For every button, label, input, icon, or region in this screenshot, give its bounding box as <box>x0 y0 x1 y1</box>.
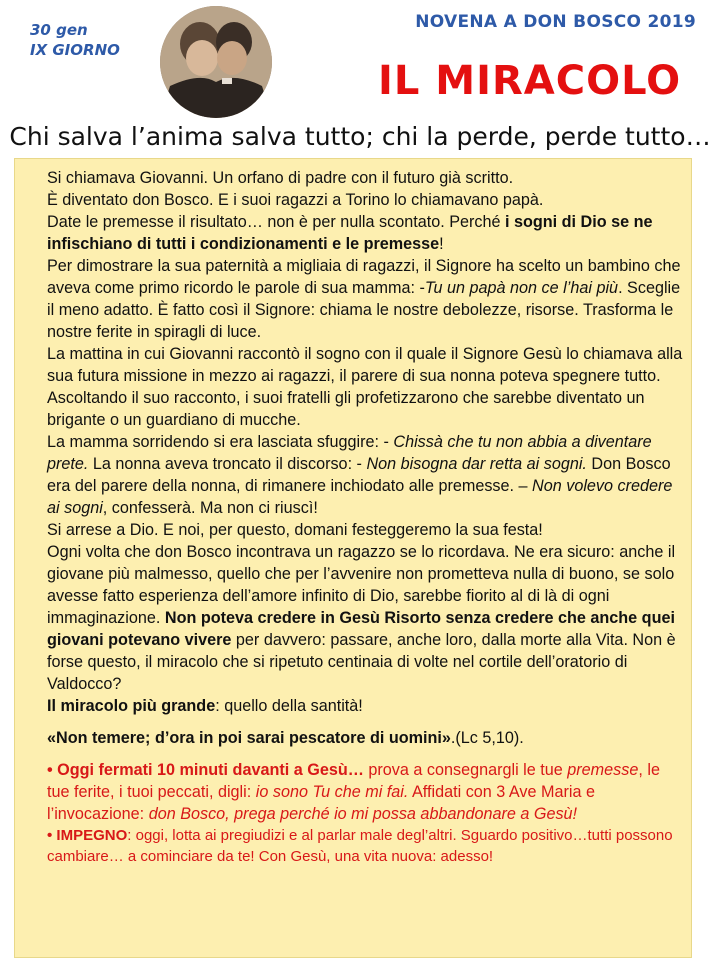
page-title: IL MIRACOLO <box>378 58 682 104</box>
text-span: : oggi, lotta ai pregiudizi e al parlar male degl’altri. Sguardo positivo…tutti possono cambiare… a cominciare da te! Con Gesù, una vita nuova: adesso! <box>47 827 673 865</box>
date-label: 30 gen <box>30 21 88 39</box>
quote-reference: .(Lc 5,10). <box>450 729 524 747</box>
text-span: , confesserà. Ma non ci riuscì! <box>102 499 318 517</box>
prayer-action <box>47 759 683 825</box>
commitment-action <box>47 825 683 867</box>
text-span: Affidati con 3 Ave Maria e l’invocazione: <box>47 783 595 823</box>
novena-label: NOVENA A DON BOSCO 2019 <box>415 12 696 32</box>
italic-span: io sono Tu che mi fai. <box>255 783 409 801</box>
italic-span: Tu un papà non ce l’hai più <box>424 279 619 297</box>
day-number-label: IX GIORNO <box>30 41 120 59</box>
bold-span: i sogni di Dio se ne infischiano di tutti i condizionamenti e le premesse <box>47 213 653 253</box>
paragraph: È diventato don Bosco. E i suoi ragazzi a Torino lo chiamavano papà. <box>47 191 544 209</box>
don-bosco-photo <box>160 6 272 118</box>
text-span: Ogni volta che don Bosco incontrava un ragazzo se lo ricordava. Ne era sicuro: anche il giovane più malmesso, quello che per l’avvenire non prometteva nulla di buono, se solo avesse fatto esperienza dell’amore infinito di Dio, sarebbe fiorito al di là di ogni immaginazione. <box>47 543 676 627</box>
paragraph <box>47 541 683 695</box>
paragraph <box>47 431 683 519</box>
bold-span: • IMPEGNO <box>47 827 128 844</box>
novena-header <box>415 12 696 32</box>
paragraph: La mattina in cui Giovanni raccontò il sogno con il quale il Signore Gesù lo chiamava alla sua futura missione in mezzo ai ragazzi, il parere di sua nonna poteva spegnere tutto. Ascoltando il suo racconto, i suoi fratelli gli profetizzarono che sarebbe diventato un brigante o un guardiano di mucche. <box>47 345 683 429</box>
gospel-quote <box>47 727 683 749</box>
text-span: Per dimostrare la sua paternità a migliaia di ragazzi, il Signore ha scelto un bambino che aveva come primo ricordo le parole di sua mamma: - <box>47 257 681 297</box>
paragraph: Si arrese a Dio. E noi, per questo, domani festeggeremo la sua festa! <box>47 521 543 539</box>
text-span: La nonna aveva troncato il discorso: - <box>88 455 367 473</box>
quote-text: «Non temere; d’ora in poi sarai pescatore di uomini» <box>47 729 451 747</box>
content-box <box>14 158 692 958</box>
text-span: Date le premesse il risultato… non è per nulla scontato. Perché <box>47 213 505 231</box>
text-span: . Sceglie il meno adatto. È fatto così il Signore: chiama le nostre debolezze, risorse. Trasforma le nostre ferite in spiragli di luce. <box>47 279 681 341</box>
paragraph <box>47 211 683 255</box>
italic-span: Chissà che tu non abbia a diventare prete. <box>47 433 652 473</box>
text-span: per davvero: passare, anche loro, dalla morte alla Vita. Non è forse questo, il miracolo che si ripetuto centinaia di volte nel cortile dell’oratorio di Valdocco? <box>47 631 676 693</box>
paragraph <box>47 255 683 343</box>
subtitle: Chi salva l’anima salva tutto; chi la perde, perde tutto… <box>9 122 711 151</box>
bold-span: • Oggi fermati 10 minuti davanti a Gesù… <box>47 761 364 779</box>
day-label <box>30 20 120 60</box>
italic-span: Non bisogna dar retta ai sogni. <box>366 455 587 473</box>
text-span: ! <box>439 235 444 253</box>
text-span: Don Bosco era del parere della nonna, di rimanere inchiodato alle premesse. – <box>47 455 671 495</box>
text-span: , le tue ferite, i tuoi peccati, digli: <box>47 761 660 801</box>
paragraph <box>47 695 683 717</box>
text-span: prova a consegnargli le tue <box>363 761 568 779</box>
italic-span: Non volevo credere ai sogni <box>47 477 673 517</box>
text-span: La mamma sorridendo si era lasciata sfuggire: - <box>47 433 394 451</box>
italic-span: don Bosco, prega perché io mi possa abbandonare a Gesù! <box>148 805 578 823</box>
body-text <box>47 167 683 717</box>
italic-span: premesse <box>567 761 639 779</box>
bold-span: Il miracolo più grande <box>47 697 216 715</box>
text-span: : quello della santità! <box>215 697 363 715</box>
bold-span: Non poteva credere in Gesù Risorto senza credere che anche quei giovani potevano vivere <box>47 609 675 649</box>
paragraph: Si chiamava Giovanni. Un orfano di padre con il futuro già scritto. <box>47 169 514 187</box>
